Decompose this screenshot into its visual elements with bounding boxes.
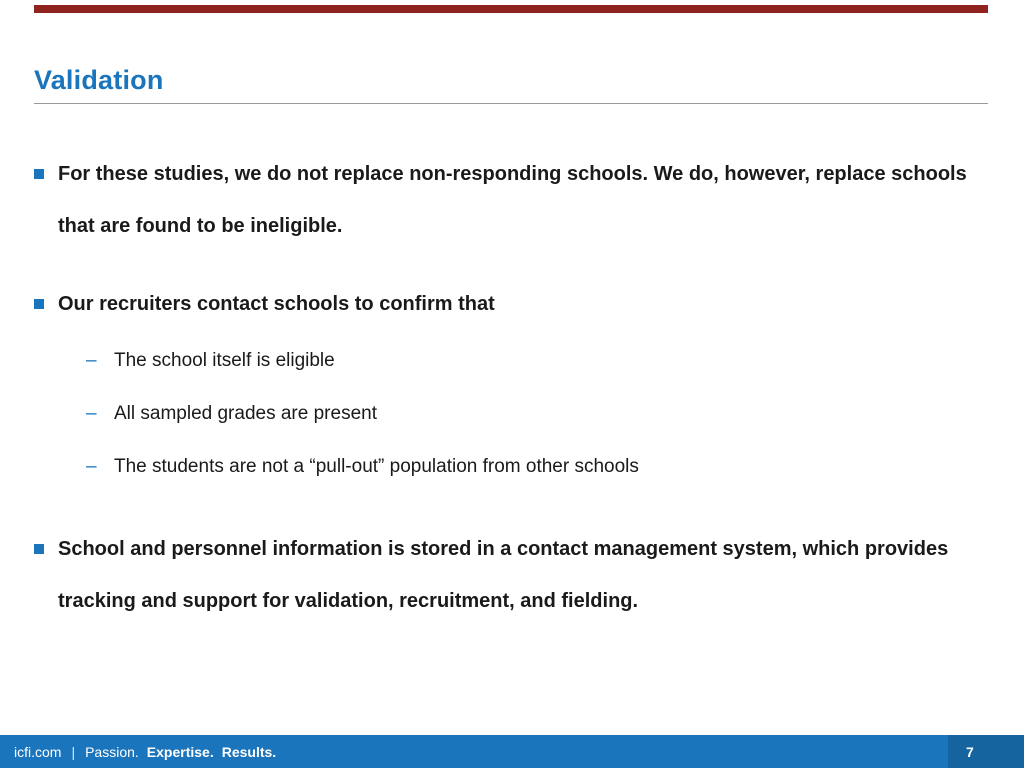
bullet-text: School and personnel information is stored in a contact management system, which provides tracking and support for validation, recruitment, and fielding. [58, 538, 949, 612]
footer-site-text: icfi.com [14, 743, 62, 760]
sub-bullet-item [86, 440, 984, 493]
slide-body [34, 148, 984, 653]
sub-bullet-item [86, 387, 984, 440]
footer-tagline-expertise: Expertise. [146, 743, 214, 760]
dash-bullet-icon: – [86, 350, 97, 371]
title-divider [34, 103, 988, 104]
bullet-item [34, 278, 984, 330]
bullet-item [34, 523, 984, 627]
sub-bullet-text: The students are not a “pull-out” population from other schools [114, 456, 639, 477]
square-bullet-icon [34, 148, 58, 179]
footer-separator: | [71, 743, 76, 760]
page-number: 7 [966, 743, 974, 760]
bullet-item [34, 148, 984, 252]
bullet-text: For these studies, we do not replace non-responding schools. We do, however, replace schools that are found to be ineligible. [58, 163, 967, 237]
square-bullet-icon [34, 278, 58, 309]
sub-bullet-text: All sampled grades are present [114, 403, 377, 424]
dash-bullet-icon: – [86, 456, 97, 477]
footer-tagline-results: Results. [221, 743, 277, 760]
sub-bullet-item [86, 334, 984, 387]
sub-bullet-text: The school itself is eligible [114, 350, 335, 371]
footer-bar [0, 735, 1024, 768]
sub-bullet-list [86, 334, 984, 493]
footer-tagline-passion: Passion. [85, 743, 139, 760]
top-accent-bar [34, 5, 988, 13]
square-bullet-icon [34, 523, 58, 554]
dash-bullet-icon: – [86, 403, 97, 424]
page-number-box [948, 735, 1024, 768]
footer-branding [0, 744, 276, 760]
bullet-text: Our recruiters contact schools to confirm that [58, 293, 495, 315]
page-title: Validation [34, 65, 164, 95]
